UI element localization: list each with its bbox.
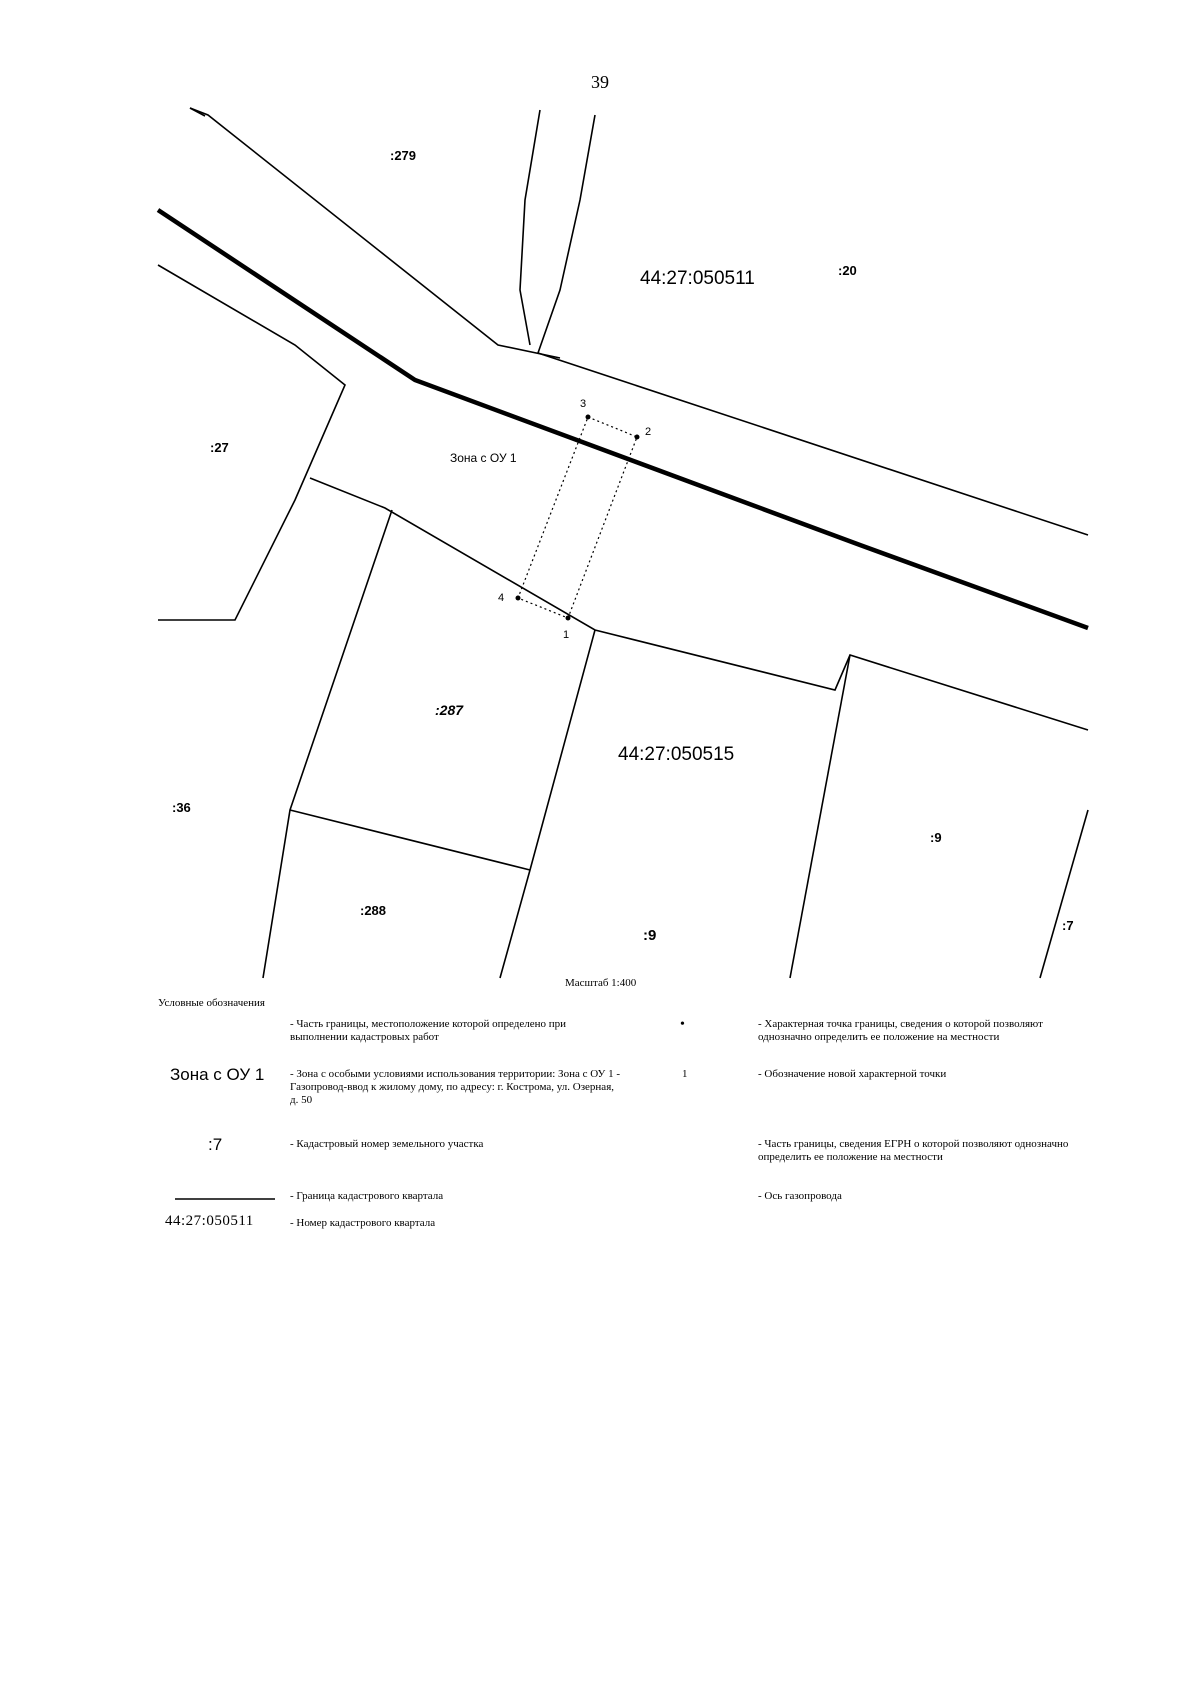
boundary-line — [1040, 810, 1088, 978]
legend-point-symbol: • — [680, 1017, 685, 1032]
characteristic-points — [516, 415, 640, 621]
zone-label: Зона с ОУ 1 — [450, 451, 517, 465]
boundary-line — [538, 115, 1088, 535]
boundary-line — [310, 478, 1088, 730]
page-number: 39 — [591, 72, 609, 92]
legend-item-text: - Ось газопровода — [758, 1190, 842, 1202]
map-scale: Масштаб 1:400 — [565, 977, 637, 989]
boundary-line — [520, 110, 540, 345]
parcel-label: :287 — [435, 702, 464, 718]
zone-boundary — [518, 417, 637, 618]
point-marker — [516, 596, 521, 601]
parcel-label: :20 — [838, 263, 857, 278]
legend-item-text: - Кадастровый номер земельного участка — [290, 1138, 484, 1150]
legend-quarter-symbol: 44:27:050511 — [165, 1213, 254, 1229]
parcel-label: :288 — [360, 903, 387, 918]
legend-item-text: - Часть границы, местоположение которой определено при выполнении кадастровых работ — [290, 1018, 567, 1043]
parcel-label: :279 — [390, 148, 417, 163]
point-label: 4 — [498, 592, 505, 604]
boundary-line — [158, 265, 345, 620]
point-label: 2 — [645, 426, 652, 438]
point-label: 3 — [580, 398, 587, 410]
legend-zone-symbol: Зона с ОУ 1 — [170, 1065, 265, 1084]
legend-item-text: - Номер кадастрового квартала — [290, 1217, 436, 1229]
legend-item-text: - Часть границы, сведения ЕГРН о которой позволяют однозначно определить ее положение на местности — [758, 1138, 1069, 1163]
quarter-boundary — [158, 210, 1088, 628]
point-label: 1 — [563, 629, 570, 641]
boundary-line — [190, 108, 560, 358]
quarter-label: 44:27:050515 — [618, 744, 735, 765]
boundary-line — [790, 655, 850, 978]
point-marker — [566, 616, 571, 621]
legend-item-text: - Зона с особыми условиями использования территории: Зона с ОУ 1 - Газопровод-ввод к жилому дому, по адресу: г. Кострома, ул. Озерная, д. 50 — [290, 1068, 620, 1106]
parcel-label: :27 — [210, 440, 229, 455]
boundary-line — [290, 810, 530, 870]
legend-item-text: - Граница кадастрового квартала — [290, 1190, 444, 1202]
legend-new-point-symbol: 1 — [682, 1068, 688, 1080]
quarter-label: 44:27:050511 — [640, 268, 755, 289]
point-marker — [635, 435, 640, 440]
parcel-boundaries — [158, 108, 1088, 978]
legend-quarter-boundary-symbol — [175, 1196, 275, 1202]
parcel-label: :9 — [643, 927, 657, 944]
parcel-label: :7 — [1062, 918, 1074, 933]
point-marker — [586, 415, 591, 420]
parcel-label: :36 — [172, 800, 191, 815]
boundary-line — [500, 630, 595, 978]
parcel-label: :9 — [930, 830, 942, 845]
legend-item-text: - Обозначение новой характерной точки — [758, 1068, 947, 1080]
legend-parcel-symbol: :7 — [208, 1135, 223, 1154]
legend-item-text: - Характерная точка границы, сведения о которой позволяют однозначно определить ее положение на местности — [758, 1018, 1043, 1043]
legend-title: Условные обозначения — [158, 997, 265, 1009]
